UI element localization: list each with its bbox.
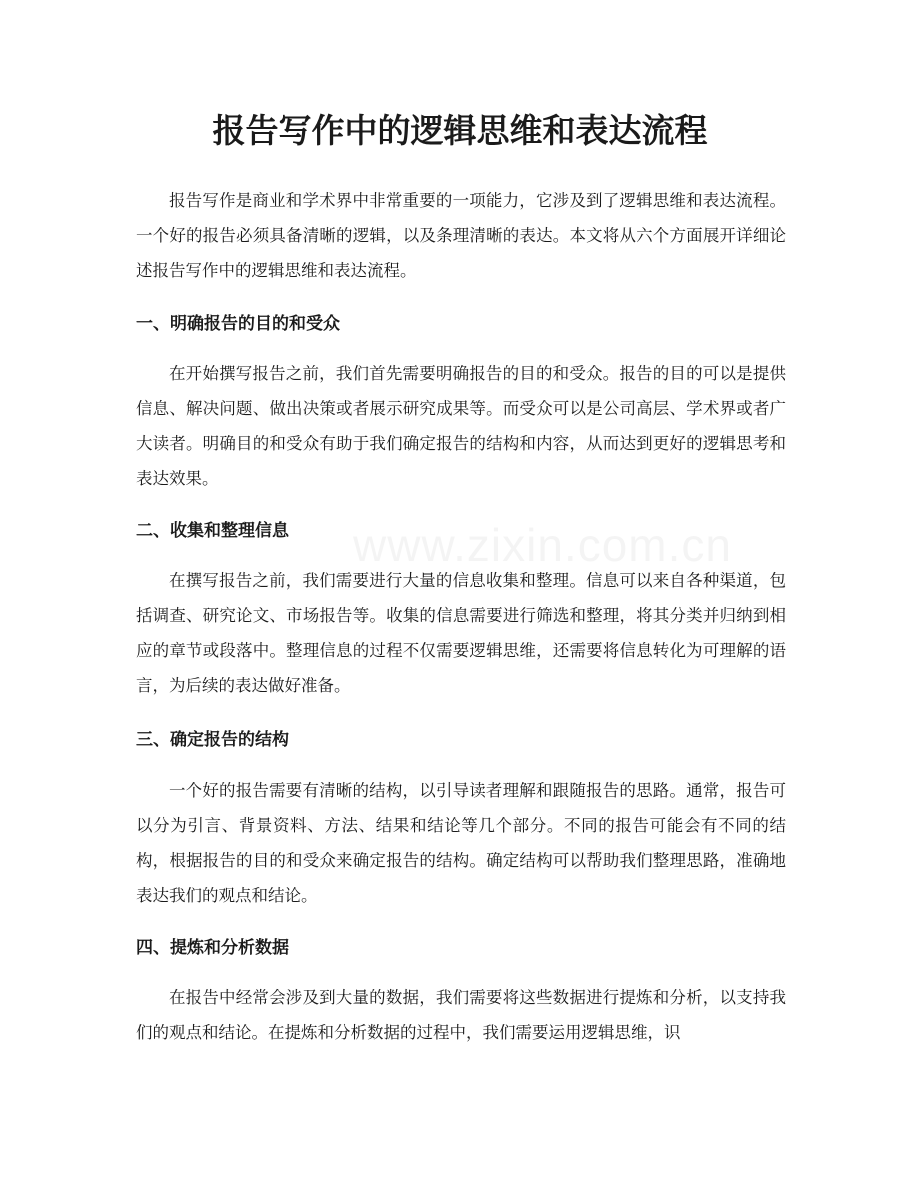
section-paragraph-3: 一个好的报告需要有清晰的结构，以引导读者理解和跟随报告的思路。通常，报告可以分为引言、背景资料、方法、结果和结论等几个部分。不同的报告可能会有不同的结构，根据报告的目的和受众来确定报告的结构。确定结构可以帮助我们整理思路，准确地表达我们的观点和结论。 bbox=[136, 781, 786, 905]
section-paragraph-2: 在撰写报告之前，我们需要进行大量的信息收集和整理。信息可以来自各种渠道，包括调查、研究论文、市场报告等。收集的信息需要进行筛选和整理，将其分类并归纳到相应的章节或段落中。整理信息的过程不仅需要逻辑思维，还需要将信息转化为可理解的语言，为后续的表达做好准备。 bbox=[136, 571, 786, 695]
section-heading-1: 一、明确报告的目的和受众 bbox=[136, 314, 340, 334]
section-heading-4: 四、提炼和分析数据 bbox=[136, 938, 289, 958]
section-paragraph-1: 在开始撰写报告之前，我们首先需要明确报告的目的和受众。报告的目的可以是提供信息、解决问题、做出决策或者展示研究成果等。而受众可以是公司高层、学术界或者广大读者。明确目的和受众有助于我们确定报告的结构和内容，从而达到更好的逻辑思考和表达效果。 bbox=[136, 364, 786, 488]
section-heading-2: 二、收集和整理信息 bbox=[136, 521, 289, 541]
intro-paragraph: 报告写作是商业和学术界中非常重要的一项能力，它涉及到了逻辑思维和表达流程。一个好的报告必须具备清晰的逻辑，以及条理清晰的表达。本文将从六个方面展开详细论述报告写作中的逻辑思维和表达流程。 bbox=[136, 191, 786, 280]
section-paragraph-4: 在报告中经常会涉及到大量的数据，我们需要将这些数据进行提炼和分析，以支持我们的观点和结论。在提炼和分析数据的过程中，我们需要运用逻辑思维，识 bbox=[136, 988, 786, 1042]
section-heading-3: 三、确定报告的结构 bbox=[136, 730, 289, 750]
page-title: 报告写作中的逻辑思维和表达流程 bbox=[212, 111, 708, 150]
